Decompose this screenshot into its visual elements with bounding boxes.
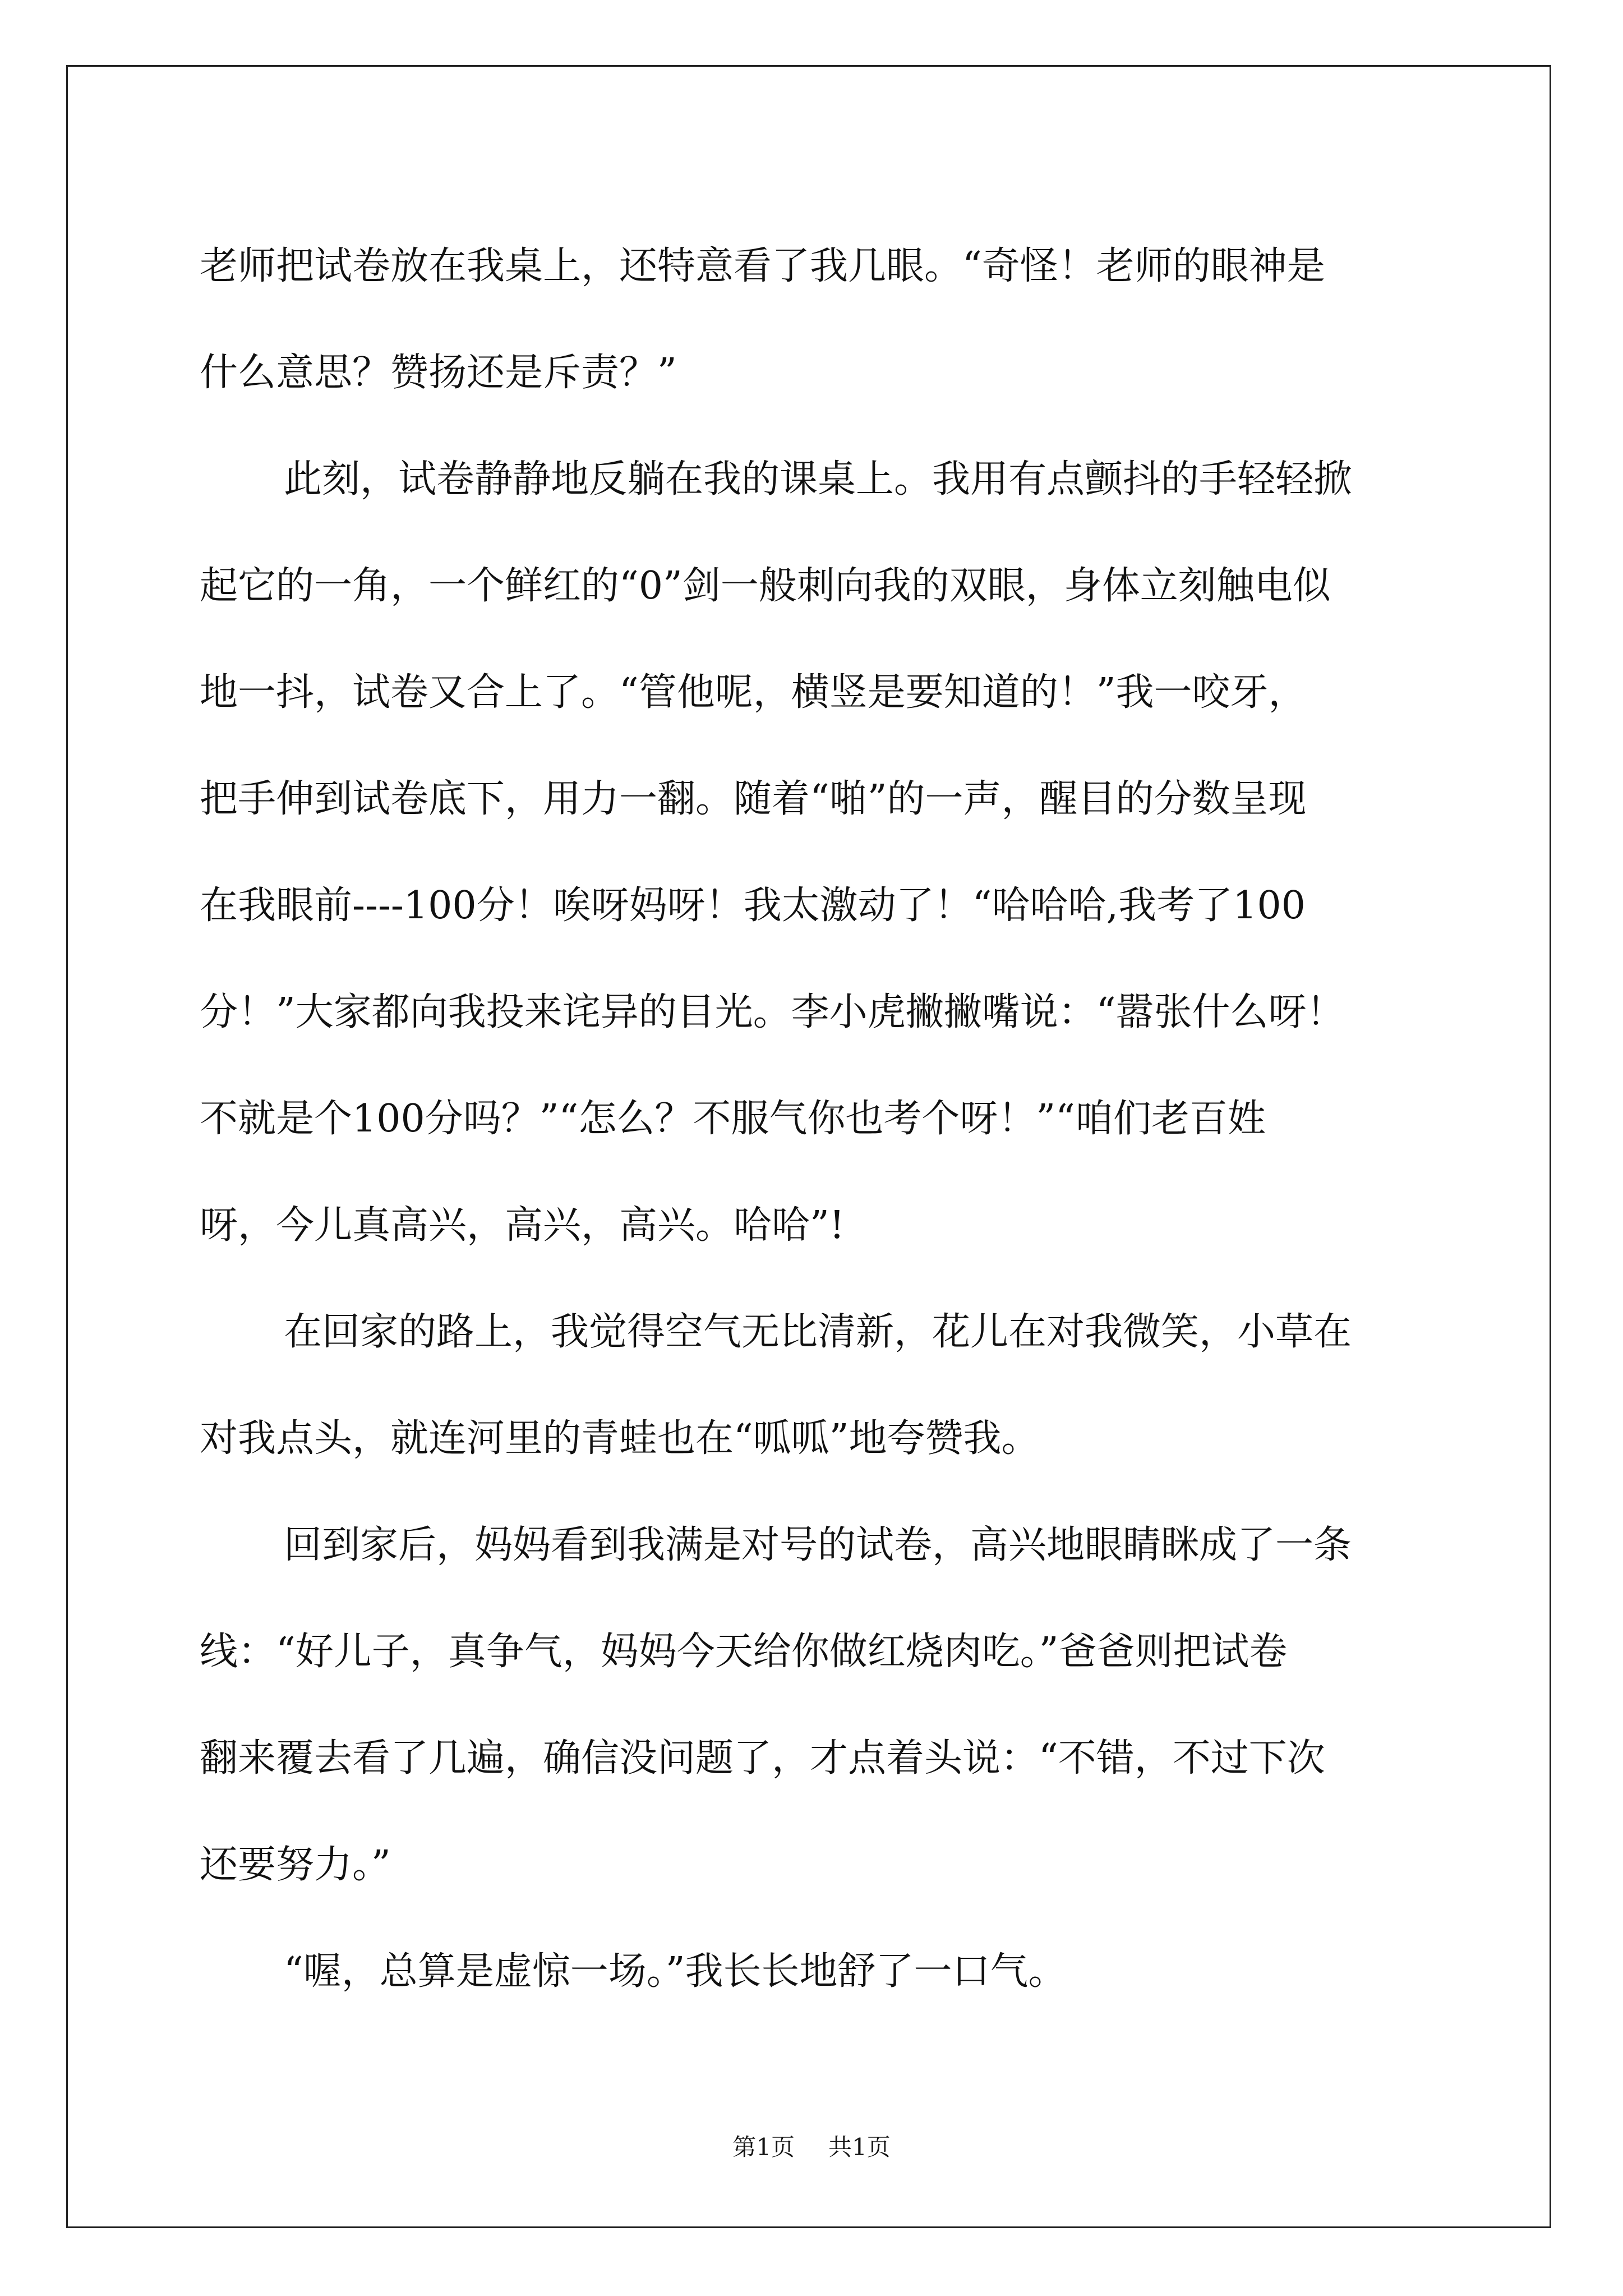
- text-line: 回到家后，妈妈看到我满是对号的试卷，高兴地眼睛眯成了一条: [284, 1523, 1352, 1567]
- text-line: 把手伸到试卷底下，用力一翻。随着“啪”的一声，醒目的分数呈现: [200, 777, 1307, 821]
- text-line: 翻来覆去看了几遍，确信没问题了，才点着头说：“不错，不过下次: [200, 1736, 1325, 1780]
- text-line: 呀，今儿真高兴，高兴，高兴。哈哈”!: [200, 1203, 845, 1248]
- text-line: 对我点头，就连河里的青蛙也在“呱呱”地夸赞我。: [200, 1416, 1040, 1461]
- text-line: 分！”大家都向我投来诧异的目光。李小虎撇撇嘴说：“嚣张什么呀！: [200, 990, 1345, 1034]
- text-line: “喔，总算是虚惊一场。”我长长地舒了一口气。: [284, 1949, 1067, 1994]
- text-line: 在回家的路上，我觉得空气无比清新，花儿在对我微笑，小草在: [284, 1310, 1352, 1354]
- text-line: 老师把试卷放在我桌上，还特意看了我几眼。“奇怪！老师的眼神是: [200, 244, 1325, 288]
- text-line: 还要努力。”: [200, 1843, 391, 1887]
- text-line: 在我眼前----100分！唉呀妈呀！我太激动了！“哈哈哈,我考了100: [200, 884, 1306, 928]
- text-line: 线：“好儿子，真争气，妈妈今天给你做红烧肉吃。”爸爸则把试卷: [200, 1630, 1288, 1674]
- page-footer: [0, 2129, 1623, 2162]
- text-line: 什么意思？赞扬还是斥责？”: [200, 351, 677, 395]
- page-total: 共1页: [828, 2133, 891, 2161]
- text-line: 此刻，试卷静静地反躺在我的课桌上。我用有点颤抖的手轻轻掀: [284, 457, 1352, 501]
- document-body: [200, 213, 1433, 2025]
- page-number: 第1页: [732, 2133, 795, 2161]
- text-line: 地一抖，试卷又合上了。“管他呢，横竖是要知道的！”我一咬牙，: [200, 670, 1307, 715]
- text-line: 起它的一角，一个鲜红的“0”剑一般刺向我的双眼，身体立刻触电似: [200, 564, 1331, 608]
- text-line: 不就是个100分吗？”“怎么？不服气你也考个呀！”“咱们老百姓: [200, 1097, 1266, 1141]
